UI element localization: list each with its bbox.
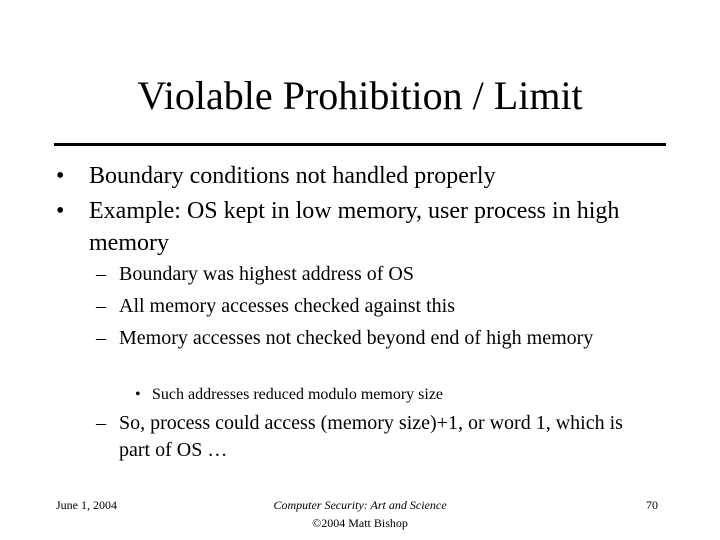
sub-bullet-marker: – xyxy=(96,295,106,317)
sub-bullet-item xyxy=(96,410,641,464)
bullet-item xyxy=(56,195,676,259)
bullet-item xyxy=(56,160,676,192)
bullet-text: Boundary conditions not handled properly xyxy=(89,163,496,189)
bullet-marker: • xyxy=(56,163,65,189)
sub-bullet-marker: – xyxy=(96,327,106,349)
sub-bullet-text: All memory accesses checked against this xyxy=(119,295,455,317)
sub-bullet-text: Boundary was highest address of OS xyxy=(119,263,414,285)
sub-bullet-marker: – xyxy=(96,263,106,285)
sub-bullet-marker: – xyxy=(96,412,106,434)
page-number: 70 xyxy=(646,498,658,512)
footer-copyright: ©2004 Matt Bishop xyxy=(312,516,408,530)
slide-title: Violable Prohibition / Limit xyxy=(137,73,583,118)
sub-bullet-text: So, process could access (memory size)+1, or word 1, which is part of OS … xyxy=(119,412,623,461)
sub-bullet-item xyxy=(96,261,656,288)
sub-bullet-item xyxy=(96,293,656,320)
sub-sub-bullet-text: Such addresses reduced modulo memory size xyxy=(152,386,444,403)
sub-bullet-text: Memory accesses not checked beyond end of high memory xyxy=(119,327,594,349)
bullet-text: Example: OS kept in low memory, user process in high memory xyxy=(89,198,620,256)
bullet-marker: • xyxy=(56,198,65,224)
sub-bullet-item xyxy=(96,325,606,352)
sub-sub-bullet-marker: • xyxy=(135,386,141,403)
sub-sub-bullet-item xyxy=(135,384,655,406)
footer-credits xyxy=(210,496,510,532)
footer-date: June 1, 2004 xyxy=(56,498,117,512)
footer-course-title: Computer Security: Art and Science xyxy=(273,498,447,512)
